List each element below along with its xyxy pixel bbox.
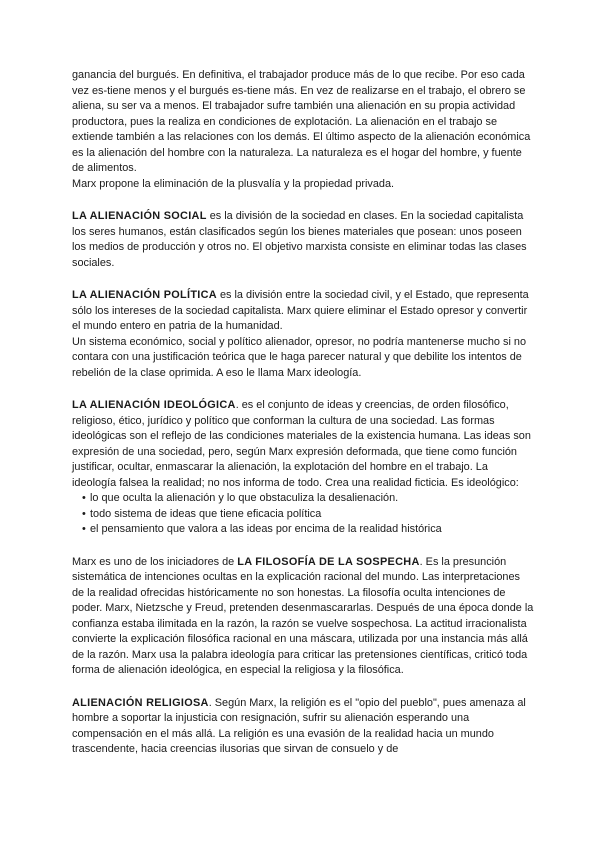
list-item: • el pensamiento que valora a las ideas por encima de la realidad histórica (82, 522, 534, 538)
intro-section (72, 68, 534, 192)
suspicion-philosophy-paragraph (72, 555, 534, 679)
social-alienation-heading: LA ALIENACIÓN SOCIAL (72, 210, 207, 222)
intro-paragraph: ganancia del burgués. En definitiva, el trabajador produce más de lo que recibe. Por eso cada vez es-tiene menos y el burgués es-tiene más. En vez de realizarse en el trabajo, el obrero se aliena, su ser va a menos. El trabajador sufre también una alienación en su propia actividad productora, pues la realiza en condiciones de explotación. La alienación en el trabajo se extiende también a las relaciones con los demás. El último aspecto de la alienación económica es la alienación del hombre con la naturaleza. La naturaleza es el hogar del hombre, y fuente de alimentos. (72, 69, 531, 174)
suspicion-philosophy-heading: LA FILOSOFÍA DE LA SOSPECHA (237, 555, 420, 568)
religious-alienation-paragraph (72, 696, 534, 758)
religious-alienation-heading: ALIENACIÓN RELIGIOSA (72, 696, 209, 709)
ideological-bullet-list (72, 491, 534, 538)
social-alienation-text: es la división de la sociedad en clases. En la sociedad capitalista los seres humanos, están clasificados según los bienes materiales que posean: unos poseen los medios de producción y otros no. El objetivo marxista consiste en eliminar todas las clases sociales. (72, 210, 527, 269)
political-alienation-heading: LA ALIENACIÓN POLÍTICA (72, 289, 217, 301)
suspicion-philosophy-section (72, 555, 534, 679)
document-page (72, 68, 534, 758)
ideological-alienation-paragraph (72, 398, 534, 491)
social-alienation-section (72, 209, 534, 271)
intro-conclusion: Marx propone la eliminación de la plusvalía y la propiedad privada. (72, 177, 395, 190)
political-alienation-section (72, 288, 534, 381)
political-alienation-text: es la división entre la sociedad civil, y el Estado, que representa sólo los intereses de la sociedad capitalista. Marx quiere eliminar el Estado opresor y convertir el mundo entero en patria de la humanidad. (72, 289, 529, 332)
religious-alienation-section (72, 696, 534, 758)
religious-alienation-text: . Según Marx, la religión es el "opio del pueblo", pues amenaza al hombre a soportar la injusticia con resignación, sufrir su alienación esperando una compensación en el más allá. La religión es una evasión de la realidad hacia un mundo trascendente, hacia creencias ilusorias que sirvan de consuelo y de (72, 696, 526, 755)
political-alienation-paragraph (72, 288, 534, 335)
ideological-alienation-heading: LA ALIENACIÓN IDEOLÓGICA (72, 399, 236, 411)
suspicion-intro-text: Marx es uno de los iniciadores de (72, 555, 238, 568)
ideological-alienation-section (72, 398, 534, 538)
list-item: • lo que oculta la alienación y lo que obstaculiza la desalienación. (82, 491, 534, 507)
suspicion-philosophy-text: . Es la presunción sistemática de intenciones ocultas en la explicación racional del mundo. Las interpretaciones de la realidad ofrecidas históricamente no son honestas. La filosofía oculta intenciones de poder. Marx, Nietzsche y Freud, pretenden desenmascararlas. Después de una época donde la confianza estaba ilimitada en la razón, la razón se vuelve sospechosa. La actitud irracionalista convierte la explicación filosófica racional en una máscara, utilizada por una instancia más allá de la razón. Marx usa la palabra ideología para criticar las pretensiones científicas, criticó toda forma de alienación ideológica, en especial la religiosa y la filosófica. (72, 555, 534, 676)
ideological-alienation-text: . es el conjunto de ideas y creencias, de orden filosófico, religioso, ético, jurídico y político que conforman la cultura de una sociedad. Las formas ideológicas son el reflejo de las condiciones materiales de la existencia humana. Las ideas son expresión de una sociedad, pero, según Marx expresión deformada, que tiene como función justificar, ocultar, enmascarar la alienación, la explotación del hombre en el trabajo. La ideología falsea la realidad; no nos informa de todo. Crea una realidad ficticia. Es ideológico: (72, 399, 531, 489)
political-ideology-paragraph: Un sistema económico, social y político alienador, opresor, no podría mantenerse mucho si no contara con una justificación teórica que le haga parecer natural y que debilite los intentos de rebelión de la clase oprimida. A eso le llama Marx ideología. (72, 335, 527, 379)
list-item: • todo sistema de ideas que tiene eficacia política (82, 507, 534, 523)
social-alienation-paragraph (72, 209, 534, 271)
